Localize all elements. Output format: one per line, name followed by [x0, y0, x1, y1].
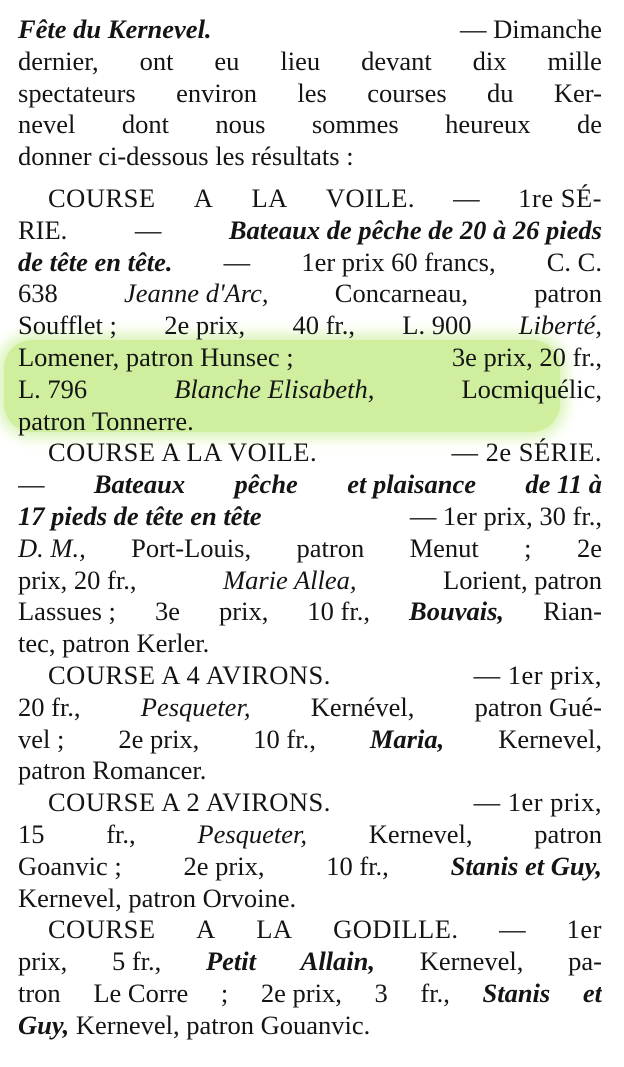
- w: eu: [214, 45, 240, 76]
- w: prix,: [18, 946, 68, 977]
- w: 10 fr.,: [307, 596, 370, 627]
- w: Concarneau,: [334, 278, 468, 309]
- w: Kernével,: [310, 691, 415, 722]
- w: Bateaux de pêche de 20 à 26 pieds: [228, 214, 602, 245]
- w: patron: [296, 532, 365, 563]
- w: patron: [534, 818, 602, 849]
- s1-line-3: [18, 247, 602, 279]
- w: LA: [256, 914, 293, 945]
- boat-name: Stanis et Guy,: [450, 850, 602, 881]
- w: 2e prix,: [118, 723, 200, 754]
- s2-line-5: [18, 565, 602, 597]
- w: dont: [121, 109, 169, 140]
- s2-line-7: [18, 628, 602, 660]
- w: courses: [367, 77, 447, 108]
- w: — 1er prix,: [473, 659, 602, 690]
- w: 1re SÉ-: [518, 182, 602, 213]
- s5-line-4: [18, 1010, 602, 1042]
- intro-line-4: [18, 109, 602, 141]
- w: — 1er prix, 30 fr.,: [409, 500, 602, 531]
- w: Lomener, patron Hunsec ;: [18, 341, 294, 372]
- s1-line-7: [18, 374, 602, 406]
- w: 638: [18, 278, 58, 309]
- intro-line-1: [18, 14, 602, 46]
- w: 40 fr.,: [292, 310, 355, 341]
- w: ;: [220, 977, 229, 1008]
- w: du: [487, 77, 514, 108]
- w: de 11 à: [525, 469, 602, 500]
- boat-name: Allain,: [300, 946, 376, 977]
- w: —: [18, 469, 45, 500]
- w: Bateaux: [93, 469, 186, 500]
- w: —: [223, 246, 251, 277]
- boat-name: Pesqueter,: [140, 691, 251, 722]
- w: spectateurs: [18, 77, 136, 108]
- boat-name: Pesqueter,: [197, 818, 308, 849]
- w: Port-Louis,: [131, 532, 252, 563]
- s4-line-2: [18, 819, 602, 851]
- w: nevel: [18, 109, 76, 140]
- w: C. C.: [546, 246, 602, 277]
- intro-line-5: [18, 141, 602, 173]
- w: nous: [215, 109, 266, 140]
- w: tec, patron Kerler.: [18, 628, 210, 659]
- w: fr.,: [420, 977, 450, 1008]
- w: ont: [139, 45, 174, 76]
- w: 3e prix, 20 fr.,: [451, 341, 602, 372]
- w: 2e: [576, 532, 602, 563]
- w: Kernevel,: [368, 818, 473, 849]
- w: Ker-: [553, 77, 602, 108]
- boat-name: Maria,: [369, 723, 445, 754]
- w: donner ci-dessous les résultats :: [18, 141, 354, 172]
- w: 10 fr.,: [253, 723, 316, 754]
- s1-line-4: [18, 278, 602, 310]
- w: A: [196, 914, 216, 945]
- boat-name: Stanis: [482, 977, 551, 1008]
- boat-name: Jeanne d'Arc,: [124, 278, 269, 309]
- boat-name: D. M.,: [18, 532, 86, 563]
- w: L. 796: [18, 373, 88, 404]
- w: — 2e SÉRIE.: [451, 437, 602, 468]
- w: COURSE: [48, 182, 156, 213]
- w: Kernevel,: [419, 946, 524, 977]
- w: environ: [176, 77, 258, 108]
- w: pa-: [568, 946, 602, 977]
- w: dernier,: [18, 45, 99, 76]
- w: lieu: [280, 45, 321, 76]
- w: de: [576, 109, 602, 140]
- s2-line-3: [18, 501, 602, 533]
- w: GODILLE.: [333, 914, 459, 945]
- s1-line-5: [18, 310, 602, 342]
- w: VOILE.: [325, 182, 416, 213]
- text: — Dimanche: [459, 14, 602, 44]
- s2-line-4: [18, 533, 602, 565]
- boat-name: Liberté,: [518, 310, 602, 341]
- w: Goanvic ;: [18, 850, 122, 881]
- w: Menut: [409, 532, 479, 563]
- s1-line-8: [18, 406, 602, 438]
- boat-name: Blanche Elisabeth,: [174, 373, 375, 404]
- w: —: [499, 914, 527, 945]
- boat-name: Marie Allea,: [223, 564, 357, 595]
- boat-name: Bouvais,: [409, 596, 505, 627]
- intro-line-2: [18, 46, 602, 78]
- w: 2e prix,: [183, 850, 265, 881]
- w: COURSE A LA VOILE.: [48, 437, 318, 468]
- w: 10 fr.,: [326, 850, 389, 881]
- w: —: [453, 182, 481, 213]
- w: heureux: [445, 109, 531, 140]
- w: dix: [472, 45, 507, 76]
- w: les: [297, 77, 327, 108]
- boat-name: Guy,: [18, 1009, 70, 1040]
- section-heading-voile-2: [18, 437, 602, 469]
- w: L. 900: [402, 310, 472, 341]
- w: A: [193, 182, 214, 213]
- w: 5 fr.,: [111, 946, 162, 977]
- w: Soufflet ;: [18, 310, 117, 341]
- s4-line-3: [18, 851, 602, 883]
- w: RIE.: [18, 214, 68, 245]
- w: 20 fr.,: [18, 691, 81, 722]
- s3-line-4: [18, 755, 602, 787]
- w: Locmiquélic,: [461, 373, 602, 404]
- w: 3: [374, 977, 388, 1008]
- w: COURSE A 4 AVIRONS.: [48, 659, 331, 690]
- s5-line-2: [18, 946, 602, 978]
- w: de tête en tête.: [18, 246, 173, 277]
- w: — 1er prix,: [473, 787, 602, 818]
- w: fr.,: [106, 818, 136, 849]
- w: 3e: [154, 596, 180, 627]
- w: 2e prix,: [260, 977, 342, 1008]
- w: Kernevel,: [498, 723, 602, 754]
- section-heading-2-avirons: [18, 787, 602, 819]
- w: COURSE: [48, 914, 156, 945]
- boat-name: Petit: [205, 946, 256, 977]
- section-heading-voile-1: [18, 183, 602, 215]
- w: mille: [547, 45, 602, 76]
- w: tron: [18, 977, 61, 1008]
- w: ;: [524, 532, 532, 563]
- s3-line-2: [18, 692, 602, 724]
- w: Kernevel, patron Gouanvic.: [75, 1009, 371, 1040]
- article-title: Fête du Kernevel.: [18, 14, 212, 44]
- w: prix,: [219, 596, 269, 627]
- w: 15: [18, 818, 45, 849]
- w: Rian-: [543, 596, 602, 627]
- w: patron Romancer.: [18, 755, 207, 786]
- w: COURSE A 2 AVIRONS.: [48, 787, 331, 818]
- section-heading-godille: [18, 914, 602, 946]
- w: patron: [534, 278, 602, 309]
- w: patron Gué-: [474, 691, 602, 722]
- w: 1er: [566, 914, 602, 945]
- w: 1er prix 60 francs,: [301, 246, 496, 277]
- boat-name: et: [582, 977, 602, 1008]
- w: LA: [251, 182, 288, 213]
- w: 17 pieds de tête en tête: [18, 500, 262, 531]
- w: sommes: [311, 109, 399, 140]
- w: 2e prix,: [164, 310, 246, 341]
- w: et plaisance: [347, 469, 477, 500]
- intro-line-3: [18, 78, 602, 110]
- w: Kernevel, patron Orvoine.: [18, 882, 297, 913]
- s2-line-6: [18, 596, 602, 628]
- w: devant: [361, 45, 432, 76]
- w: —: [134, 214, 162, 245]
- w: Lorient, patron: [443, 564, 602, 595]
- w: Lassues ;: [18, 596, 116, 627]
- s4-line-4: [18, 883, 602, 915]
- s1-line-2: [18, 215, 602, 247]
- article-column: [18, 14, 602, 1042]
- s3-line-3: [18, 724, 602, 756]
- w: vel ;: [18, 723, 65, 754]
- w: patron Tonnerre.: [18, 405, 194, 436]
- s1-line-6: [18, 342, 602, 374]
- s2-line-2: [18, 469, 602, 501]
- section-heading-4-avirons: [18, 660, 602, 692]
- w: Le Corre: [93, 977, 189, 1008]
- s5-line-3: [18, 978, 602, 1010]
- w: prix, 20 fr.,: [18, 564, 137, 595]
- w: pêche: [234, 469, 298, 500]
